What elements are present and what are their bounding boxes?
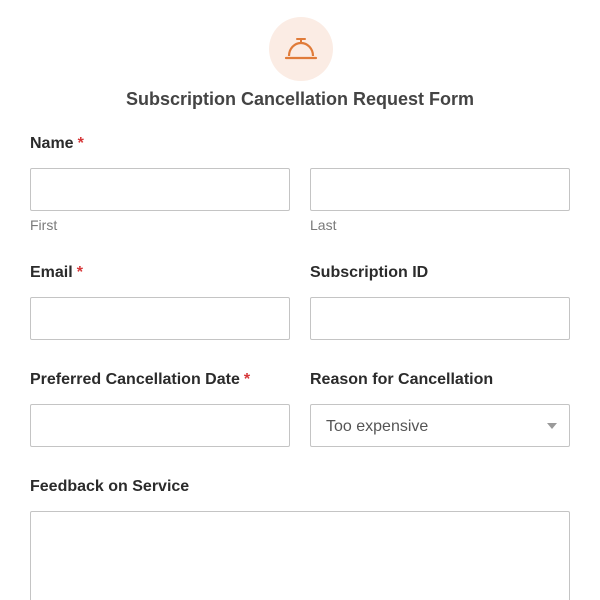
email-input[interactable]	[30, 297, 290, 340]
form-icon-badge	[269, 17, 333, 81]
chevron-down-icon[interactable]	[547, 423, 557, 429]
first-name-sublabel: First	[30, 217, 58, 233]
required-mark: *	[76, 264, 83, 281]
cancellation-date-input[interactable]	[30, 404, 290, 447]
cancellation-date-label: Preferred Cancellation Date *	[30, 371, 251, 388]
feedback-label: Feedback on Service	[30, 478, 190, 495]
reason-label: Reason for Cancellation	[310, 371, 494, 388]
service-bell-icon	[283, 31, 319, 67]
form-title: Subscription Cancellation Request Form	[125, 89, 475, 109]
first-name-input[interactable]	[30, 168, 290, 211]
email-label: Email *	[30, 264, 83, 281]
feedback-textarea[interactable]	[30, 511, 570, 600]
last-name-input[interactable]	[310, 168, 570, 211]
reason-selected-value: Too expensive	[326, 418, 429, 435]
subscription-id-label: Subscription ID	[310, 264, 429, 281]
required-mark: *	[243, 371, 251, 388]
reason-select[interactable]	[310, 404, 570, 447]
required-mark: *	[77, 135, 84, 152]
last-name-sublabel: Last	[310, 217, 337, 233]
name-label: Name *	[30, 135, 84, 152]
subscription-id-input[interactable]	[310, 297, 570, 340]
